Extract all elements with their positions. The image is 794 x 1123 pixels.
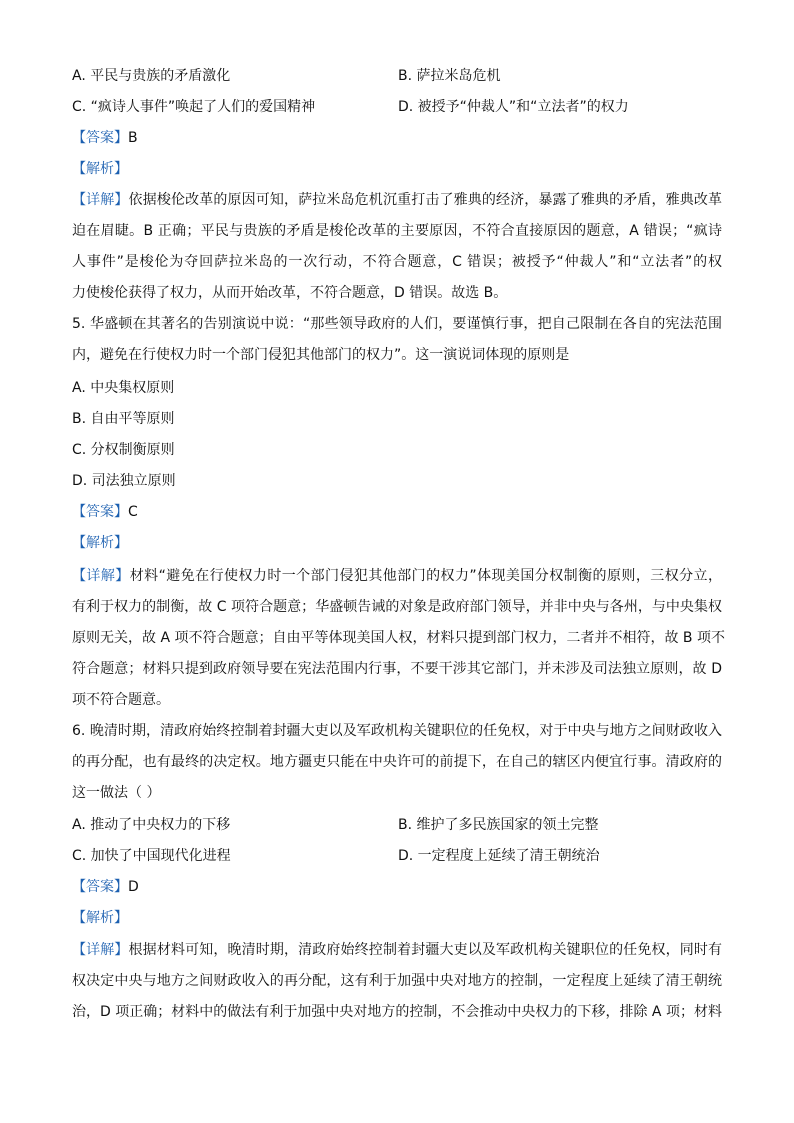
q4-option-c: C. “疯诗人事件”唤起了人们的爱国精神	[72, 99, 316, 115]
q5-stem-line-1: 5. 华盛顿在其著名的告别演说中说：“那些领导政府的人们，要谨慎行事，把自己限制在各自的宪法范围	[72, 316, 722, 332]
q4-option-d: D. 被授予“仲裁人”和“立法者”的权力	[398, 99, 629, 115]
answer-value: B	[128, 130, 138, 146]
answer-value: C	[128, 504, 138, 520]
q6-analysis-tag: 【解析】	[72, 910, 128, 926]
q6-stem-line-2: 的再分配，也有最终的决定权。地方疆吏只能在中央许可的前提下，在自己的辖区内便宜行事。清政府的	[72, 754, 722, 770]
q5-detail-line-4: 符合题意；材料只提到政府领导要在宪法范围内行事，不要干涉其它部门，并未涉及司法独立原则，故 D	[72, 661, 722, 677]
answer-value: D	[128, 879, 139, 895]
q5-detail-line-2: 有利于权力的制衡，故 C 项符合题意；华盛顿告诫的对象是政府部门领导，并非中央与各州，与中央集权	[72, 599, 722, 615]
q6-option-d: D. 一定程度上延续了清王朝统治	[398, 848, 600, 864]
q6-detail-line-1: 【详解】根据材料可知，晚清时期，清政府始终控制着封疆大吏以及军政机构关键职位的任免权，同时有	[72, 942, 723, 958]
q5-option-b: B. 自由平等原则	[72, 411, 175, 427]
q6-answer	[72, 877, 139, 897]
q6-option-a: A. 推动了中央权力的下移	[72, 817, 231, 833]
q6-option-c: C. 加快了中国现代化进程	[72, 848, 231, 864]
q4-answer	[72, 128, 138, 148]
q5-analysis-tag: 【解析】	[72, 535, 128, 551]
q4-option-b: B. 萨拉米岛危机	[398, 68, 501, 84]
q6-detail-line-3: 治，D 项正确；材料中的做法有利于加强中央对地方的控制，不会推动中央权力的下移，排除 A 项；材料	[72, 1004, 722, 1020]
q6-stem-line-3: 这一做法（ ）	[72, 785, 161, 801]
q6-detail-line-2: 权决定中央与地方之间财政收入的再分配，这有利于加强中央对地方的控制，一定程度上延续了清王朝统	[72, 973, 722, 989]
q6-option-b: B. 维护了多民族国家的领土完整	[398, 817, 599, 833]
answer-tag: 【答案】	[72, 879, 128, 895]
q5-stem-line-2: 内，避免在行使权力时一个部门侵犯其他部门的权力”。这一演说词体现的原则是	[72, 347, 570, 363]
q5-answer	[72, 502, 138, 522]
detail-tag: 【详解】	[72, 942, 129, 958]
q5-option-c: C. 分权制衡原则	[72, 442, 175, 458]
q4-analysis-tag: 【解析】	[72, 161, 128, 177]
q4-detail-line-2: 迫在眉睫。B 正确；平民与贵族的矛盾是梭伦改革的主要原因，不符合直接原因的题意，A 错误；“疯诗	[72, 223, 722, 239]
answer-tag: 【答案】	[72, 130, 128, 146]
q5-detail-line-3: 原则无关，故 A 项不符合题意；自由平等体现美国人权，材料只提到部门权力，二者并不相符，故 B 项不	[72, 630, 725, 646]
q5-option-a: A. 中央集权原则	[72, 380, 175, 396]
q4-option-a: A. 平民与贵族的矛盾激化	[72, 68, 231, 84]
q4-detail-line-1: 【详解】依据梭伦改革的原因可知，萨拉米岛危机沉重打击了雅典的经济，暴露了雅典的矛盾，雅典改革	[72, 192, 723, 208]
answer-tag: 【答案】	[72, 504, 128, 520]
q5-detail-line-5: 项不符合题意。	[72, 692, 170, 708]
q5-option-d: D. 司法独立原则	[72, 473, 176, 489]
q4-detail-line-4: 力使梭伦获得了权力，从而开始改革，不符合题意，D 错误。故选 B。	[72, 285, 508, 301]
detail-tag: 【详解】	[72, 568, 130, 584]
q5-detail-line-1: 【详解】材料“避免在行使权力时一个部门侵犯其他部门的权力”体现美国分权制衡的原则，三权分立，	[72, 568, 722, 584]
q6-stem-line-1: 6. 晚清时期，清政府始终控制着封疆大吏以及军政机构关键职位的任免权，对于中央与地方之间财政收入	[72, 723, 722, 739]
detail-tag: 【详解】	[72, 192, 129, 208]
q4-detail-line-3: 人事件”是梭伦为夺回萨拉米岛的一次行动，不符合题意，C 错误；被授予“仲裁人”和“立法者”的权	[72, 254, 722, 270]
